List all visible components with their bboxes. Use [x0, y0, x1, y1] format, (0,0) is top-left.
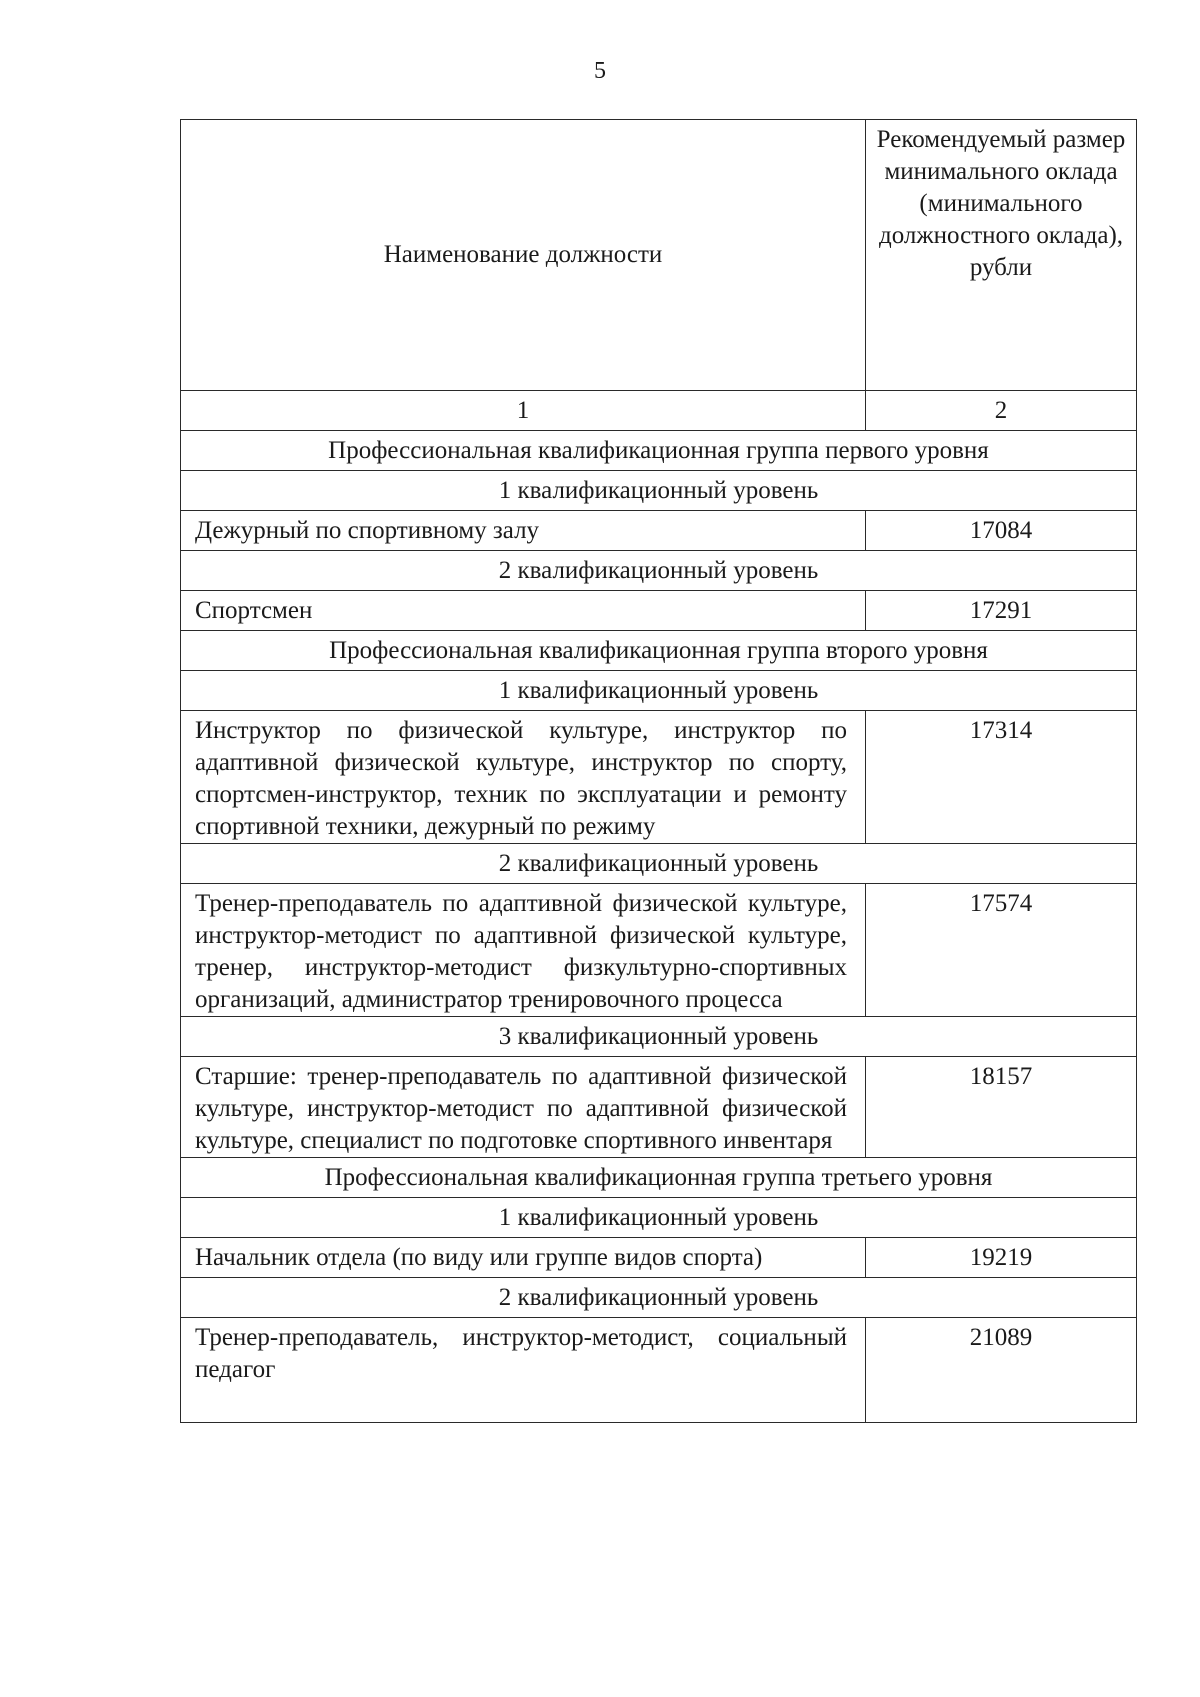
level-row	[181, 1198, 1137, 1238]
level-title: 1 квалификационный уровень	[181, 471, 1137, 511]
salary-table	[180, 119, 1137, 1423]
level-row	[181, 844, 1137, 884]
level-row	[181, 551, 1137, 591]
table-row	[181, 1318, 1137, 1423]
table-row	[181, 884, 1137, 1017]
position-salary: 17084	[866, 511, 1137, 551]
group-row	[181, 1158, 1137, 1198]
page-number: 5	[594, 58, 606, 84]
table-row	[181, 1238, 1137, 1278]
position-name: Тренер-преподаватель по адаптивной физической культуре, инструктор-методист по адаптивной физической культуре, тренер, инструктор-методист физкультурно-спортивных организаций, администратор тренировочного процесса	[181, 884, 866, 1017]
level-row	[181, 671, 1137, 711]
position-name: Тренер-преподаватель, инструктор-методист, социальный педагог	[181, 1318, 866, 1423]
group-title: Профессиональная квалификационная группа второго уровня	[181, 631, 1137, 671]
position-salary: 19219	[866, 1238, 1137, 1278]
level-row	[181, 1017, 1137, 1057]
level-title: 2 квалификационный уровень	[181, 551, 1137, 591]
position-salary: 17574	[866, 884, 1137, 1017]
level-title: 2 квалификационный уровень	[181, 1278, 1137, 1318]
position-name: Инструктор по физической культуре, инструктор по адаптивной физической культуре, инструктор по спорту, спортсмен-инструктор, техник по эксплуатации и ремонту спортивной техники, дежурный по режиму	[181, 711, 866, 844]
table-row	[181, 711, 1137, 844]
level-title: 1 квалификационный уровень	[181, 671, 1137, 711]
level-title: 3 квалификационный уровень	[181, 1017, 1137, 1057]
position-salary: 21089	[866, 1318, 1137, 1423]
group-title: Профессиональная квалификационная группа первого уровня	[181, 431, 1137, 471]
column-number: 1	[181, 391, 866, 431]
table-header-row	[181, 120, 1137, 391]
position-salary: 18157	[866, 1057, 1137, 1158]
position-name: Дежурный по спортивному залу	[181, 511, 866, 551]
header-salary: Рекомендуемый размер минимального оклада (минимального должностного оклада), рубли	[866, 120, 1137, 391]
level-row	[181, 1278, 1137, 1318]
level-title: 2 квалификационный уровень	[181, 844, 1137, 884]
table-row	[181, 511, 1137, 551]
level-row	[181, 471, 1137, 511]
group-title: Профессиональная квалификационная группа третьего уровня	[181, 1158, 1137, 1198]
group-row	[181, 631, 1137, 671]
position-salary: 17291	[866, 591, 1137, 631]
position-name: Старшие: тренер-преподаватель по адаптивной физической культуре, инструктор-методист по адаптивной физической культуре, специалист по подготовке спортивного инвентаря	[181, 1057, 866, 1158]
column-number: 2	[866, 391, 1137, 431]
position-name: Спортсмен	[181, 591, 866, 631]
table-row	[181, 591, 1137, 631]
header-position-name: Наименование должности	[181, 120, 866, 391]
group-row	[181, 431, 1137, 471]
level-title: 1 квалификационный уровень	[181, 1198, 1137, 1238]
position-salary: 17314	[866, 711, 1137, 844]
table-row	[181, 1057, 1137, 1158]
column-numbers-row	[181, 391, 1137, 431]
position-name: Начальник отдела (по виду или группе видов спорта)	[181, 1238, 866, 1278]
